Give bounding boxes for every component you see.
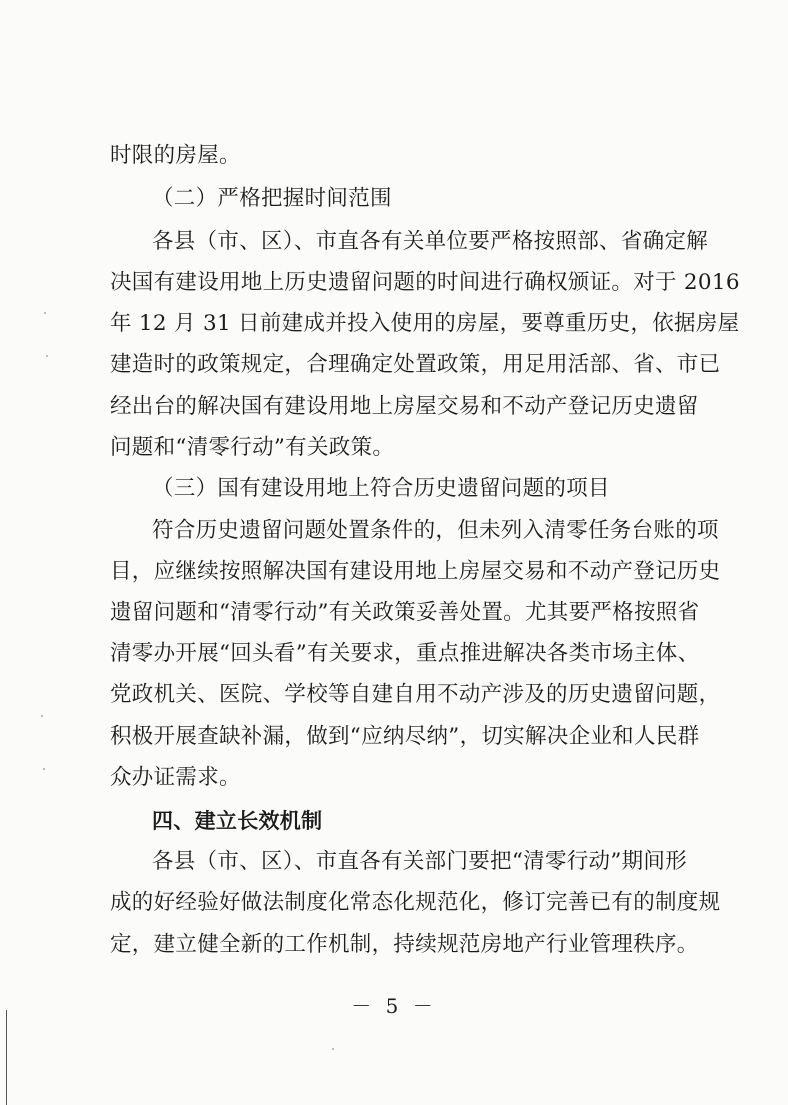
paragraph-line: 成的好经验好做法制度化常态化规范化，修订完善已有的制度规 (110, 890, 721, 915)
scan-speck (43, 768, 45, 770)
scan-speck (332, 1048, 334, 1050)
scan-speck (41, 715, 43, 717)
section-heading-3: （三）国有建设用地上符合历史遗留问题的项目 (152, 476, 610, 501)
paragraph-line: 遗留问题和“清零行动”有关政策妥善处置。尤其要严格按照省 (110, 600, 700, 625)
paragraph-line: 时限的房屋。 (110, 143, 241, 168)
paragraph-line: 众办证需求。 (110, 765, 241, 790)
paragraph-line: 建造时的政策规定，合理确定处置政策，用足用活部、省、市已 (110, 352, 721, 377)
section-heading-4: 四、建立长效机制 (152, 809, 323, 833)
scan-edge-line (6, 1010, 7, 1105)
paragraph-line: 符合历史遗留问题处置条件的，但未列入清零任务台账的项 (152, 518, 719, 543)
paragraph-line: 经出台的解决国有建设用地上房屋交易和不动产登记历史遗留 (110, 394, 699, 419)
paragraph-line: 定，建立健全新的工作机制，持续规范房地产行业管理秩序。 (110, 932, 699, 957)
paragraph-line: 年 12 月 31 日前建成并投入使用的房屋，要尊重历史，依据房屋 (110, 311, 740, 336)
page-number: － 5 － (351, 994, 437, 1018)
paragraph-line: 各县（市、区）、市直各有关部门要把“清零行动”期间形 (152, 849, 688, 874)
paragraph-line: 党政机关、医院、学校等自建自用不动产涉及的历史遗留问题， (110, 682, 721, 707)
paragraph-line: 目，应继续按照解决国有建设用地上房屋交易和不动产登记历史 (110, 559, 721, 584)
section-heading-2: （二）严格把握时间范围 (152, 186, 392, 211)
paragraph-line: 各县（市、区）、市直各有关单位要严格按照部、省确定解 (152, 229, 709, 254)
scan-speck (46, 355, 48, 357)
paragraph-line: 问题和“清零行动”有关政策。 (110, 435, 395, 460)
paragraph-line: 积极开展查缺补漏，做到“应纳尽纳”，切实解决企业和人民群 (110, 724, 700, 749)
scan-speck (44, 312, 46, 314)
paragraph-line: 决国有建设用地上历史遗留问题的时间进行确权颁证。对于 2016 (110, 270, 740, 295)
paragraph-line: 清零办开展“回头看”有关要求，重点推进解决各类市场主体、 (110, 641, 700, 666)
